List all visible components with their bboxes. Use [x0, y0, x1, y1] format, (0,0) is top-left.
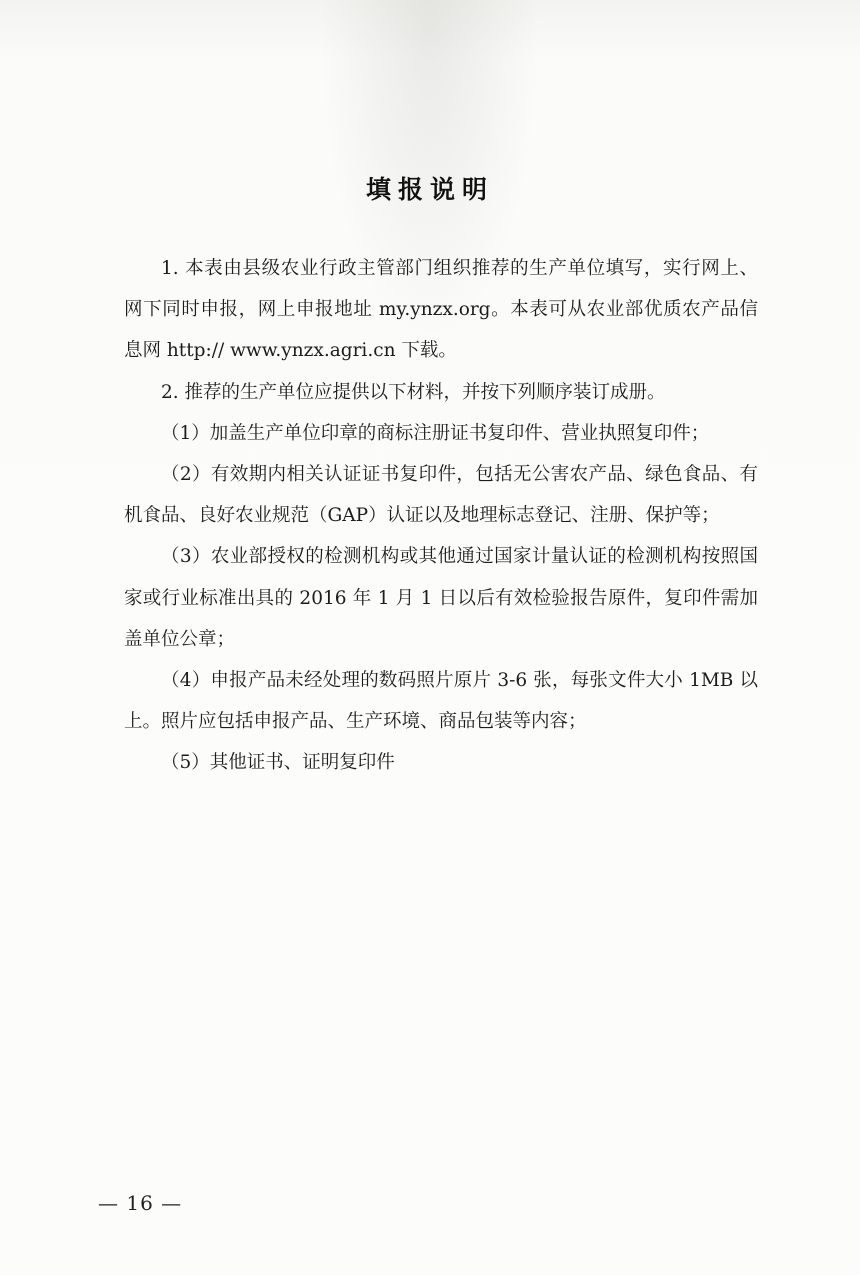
paragraph-subitem-1: （1）加盖生产单位印章的商标注册证书复印件、营业执照复印件； [161, 422, 710, 444]
paragraph-subitem-3: （3）农业部授权的检测机构或其他通过国家计量认证的检测机构按照国家或行业标准出具的 2016 年 1 月 1 日以后有效检验报告原件，复印件需加盖单位公章； [124, 546, 758, 650]
paragraph-item-1: 1. 本表由县级农业行政主管部门组织推荐的生产单位填写，实行网上、网下同时申报，网上申报地址 my.ynzx.org。本表可从农业部优质农产品信息网 http:// www.ynzx.agri.cn 下载。 [124, 258, 758, 362]
page-number: — 16 — [98, 1191, 183, 1215]
paragraph-subitem-2: （2）有效期内相关认证证书复印件，包括无公害农产品、绿色食品、有机食品、良好农业规范（GAP）认证以及地理标志登记、注册、保护等； [124, 464, 758, 527]
paragraph-subitem-4: （4）申报产品未经处理的数码照片原片 3-6 张，每张文件大小 1MB 以上。照片应包括申报产品、生产环境、商品包装等内容； [124, 670, 758, 733]
paragraph-subitem-5: （5）其他证书、证明复印件 [161, 752, 395, 774]
page-title: 填报说明 [365, 175, 494, 204]
paragraph-item-2: 2. 推荐的生产单位应提供以下材料，并按下列顺序装订成册。 [161, 381, 666, 403]
instructions-body [124, 248, 758, 784]
